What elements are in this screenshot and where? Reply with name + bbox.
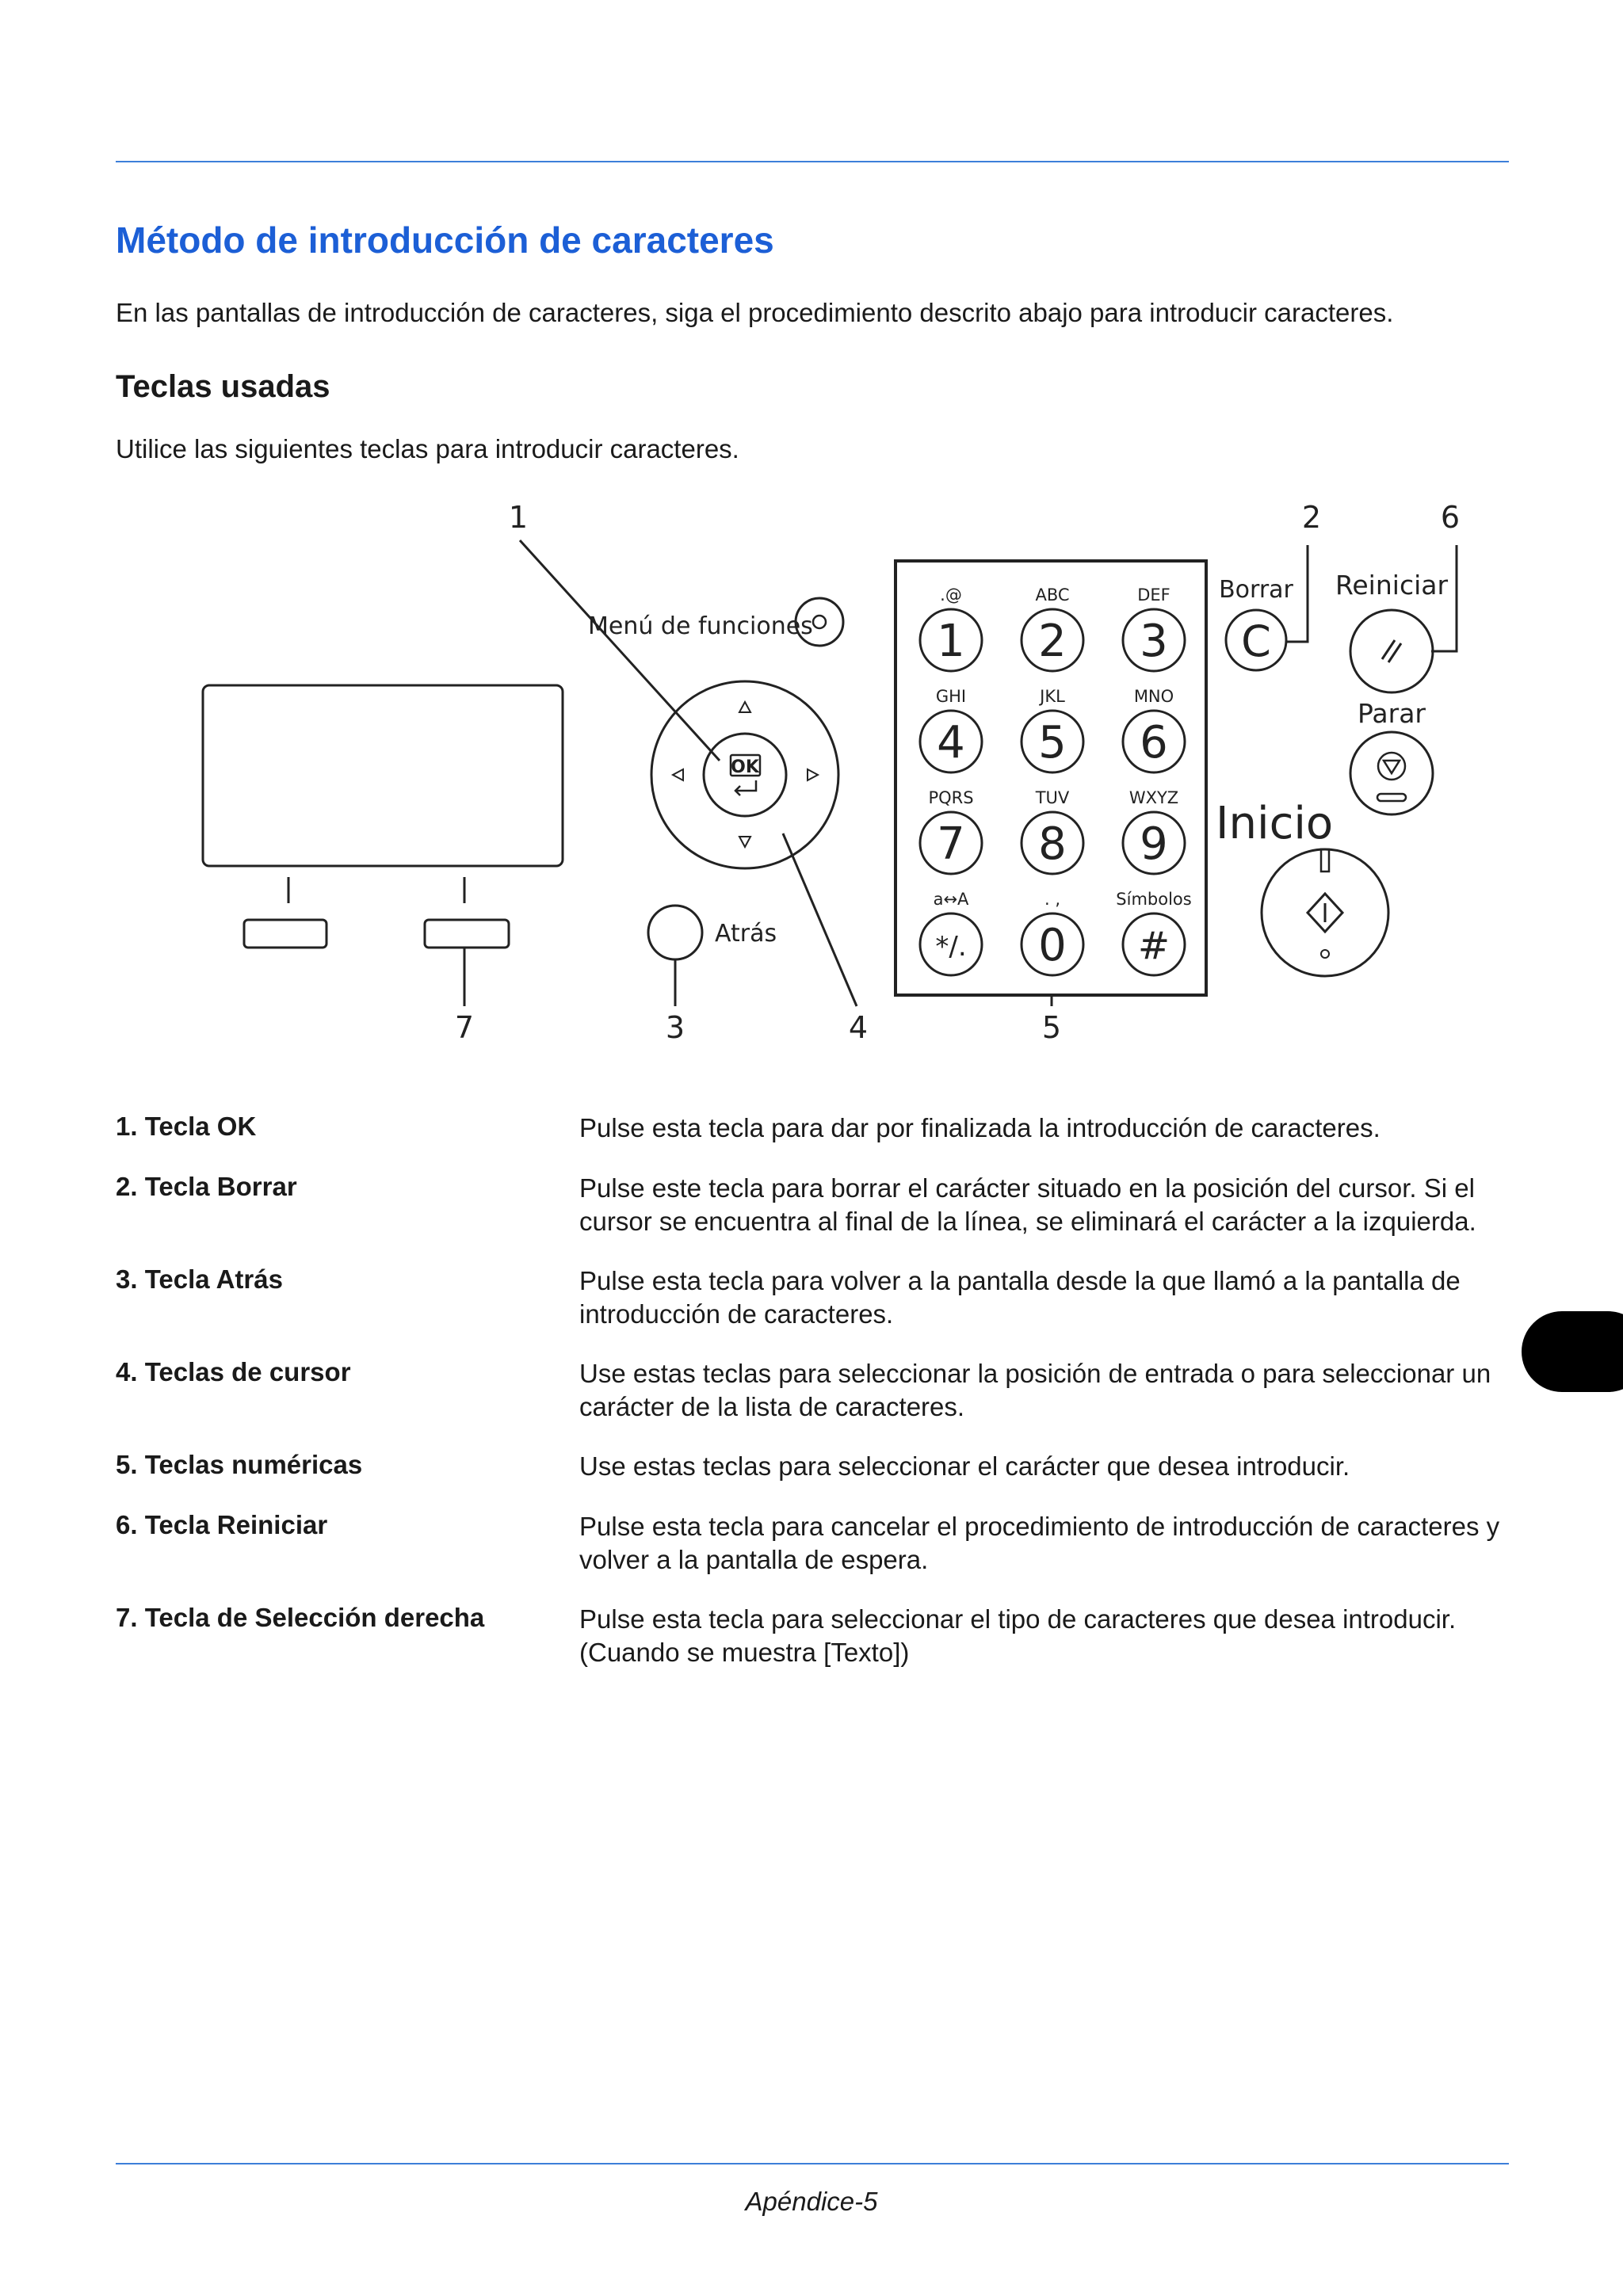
chapter-tab [1522,1311,1623,1392]
description-text: Pulse esta tecla para seleccionar el tipo de caracteres que desea introducir. (Cuando se muestra [Texto]) [579,1604,1457,1667]
back-label: Atrás [715,920,777,948]
description-term: 7. Tecla de Selección derecha [116,1603,485,1632]
start-key[interactable] [1262,849,1388,976]
stop-indicator [1377,794,1406,801]
key-0-sub: . , [1044,890,1061,909]
display-screen [203,685,563,866]
callout-7: 7 [454,1010,475,1045]
ok-label: OK [731,757,759,777]
key-2-sub: ABC [1035,585,1070,605]
key-8-label: 8 [1038,818,1067,870]
enter-icon [735,780,756,795]
key-8-sub: TUV [1035,788,1070,807]
key-7-sub: PQRS [928,788,974,807]
back-key[interactable] [648,906,702,959]
description-term: 3. Tecla Atrás [116,1264,283,1294]
key-1-label: 1 [937,616,965,667]
description-term: 2. Tecla Borrar [116,1172,297,1201]
up-arrow-icon [739,702,750,712]
section-title: Teclas usadas [116,369,330,404]
description-text: Pulse esta tecla para dar por finalizada la introducción de caracteres. [579,1113,1381,1142]
stop-key[interactable] [1350,732,1433,814]
control-panel-diagram [0,0,1623,1062]
section-intro: Utilice las siguientes teclas para introducir caracteres. [116,434,739,463]
key-hash-sub: Símbolos [1116,890,1192,909]
function-menu-label: Menú de funciones [588,612,813,640]
key-star-label: */. [935,931,967,963]
description-text: Pulse esta tecla para cancelar el procedimiento de introducción de caracteres y volver a la pantalla de espera. [579,1512,1500,1574]
key-7-label: 7 [937,818,965,870]
ok-key[interactable] [704,734,786,816]
key-9-sub: WXYZ [1128,788,1179,807]
intro-paragraph: En las pantallas de introducción de caracteres, siga el procedimiento descrito abajo para introducir caracteres. [116,298,1394,327]
stop-icon [1384,761,1400,773]
key-4-label: 4 [937,717,965,769]
bottom-rule [116,2163,1509,2164]
key-star-sub: a↔A [933,890,969,909]
leader-line-1 [520,540,720,761]
down-arrow-icon [739,837,750,847]
callout-2: 2 [1301,500,1322,535]
callout-4: 4 [848,1010,869,1045]
page-footer: Apéndice-5 [745,2187,878,2216]
reset-icon [1382,640,1401,662]
reset-key[interactable] [1350,610,1433,692]
clear-key[interactable] [1226,610,1286,670]
key-1-sub: .@ [940,585,962,605]
key-0-label: 0 [1038,920,1067,971]
description-term: 4. Teclas de cursor [116,1357,351,1386]
key-3-label: 3 [1140,616,1168,667]
key-6-sub: MNO [1133,687,1174,706]
description-text: Pulse esta tecla para volver a la pantalla desde la que llamó a la pantalla de introducción de caracteres. [579,1266,1461,1329]
reset-label: Reiniciar [1335,570,1449,601]
key-5-label: 5 [1038,717,1067,769]
description-term: 6. Tecla Reiniciar [116,1510,328,1539]
start-label: Inicio [1216,798,1334,849]
right-arrow-icon [808,769,818,780]
description-term: 5. Teclas numéricas [116,1450,363,1479]
key-9-label: 9 [1140,818,1168,870]
description-text: Use estas teclas para seleccionar el carácter que desea introducir. [579,1451,1350,1481]
callout-3: 3 [665,1010,685,1045]
callout-5: 5 [1041,1010,1062,1045]
leader-line-4 [783,833,857,1006]
left-selection-key[interactable] [244,920,327,948]
description-text: Pulse este tecla para borrar el carácter situado en la posición del cursor. Si el cursor se encuentra al final de la línea, se eliminará el carácter a la izquierda. [579,1173,1476,1236]
left-arrow-icon [673,769,683,780]
start-icon [1308,894,1342,932]
start-indicator [1321,849,1329,871]
right-selection-key[interactable] [425,920,509,948]
clear-label: Borrar [1219,576,1293,604]
description-text: Use estas teclas para seleccionar la posición de entrada o para seleccionar un carácter de la lista de caracteres. [579,1359,1491,1421]
key-3-sub: DEF [1137,585,1170,605]
callout-1: 1 [508,500,529,535]
key-hash-label: # [1137,924,1170,968]
key-4-sub: GHI [935,687,967,706]
clear-key-label: C [1241,616,1271,666]
key-6-label: 6 [1140,717,1168,769]
key-5-sub: JKL [1040,687,1065,706]
callout-6: 6 [1440,500,1461,535]
start-led [1321,950,1329,958]
stop-label: Parar [1358,698,1426,729]
description-term: 1. Tecla OK [116,1112,257,1141]
page-title: Método de introducción de caracteres [116,219,774,261]
key-2-label: 2 [1038,616,1067,667]
